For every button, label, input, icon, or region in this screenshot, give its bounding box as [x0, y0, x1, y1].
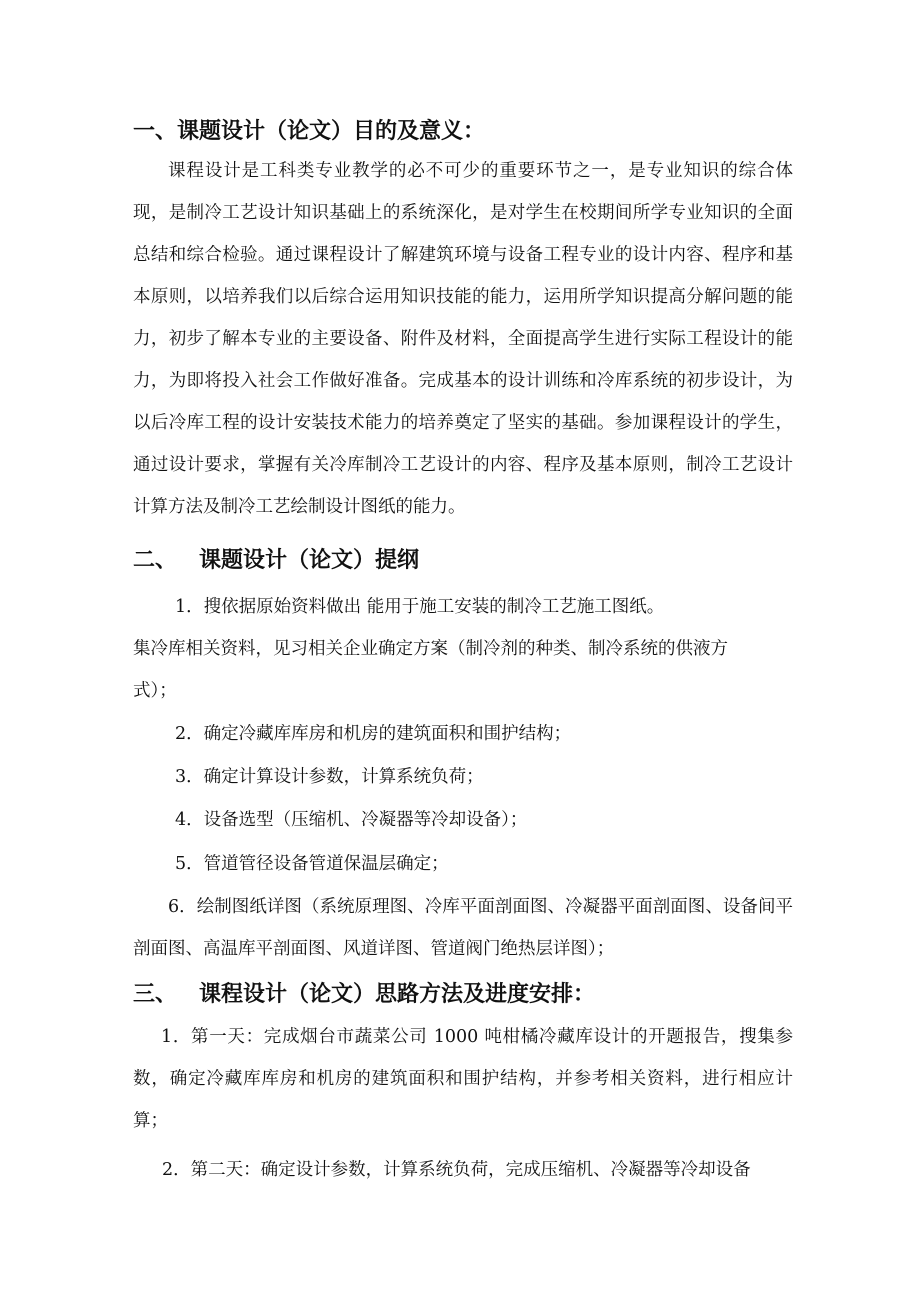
section1-heading: 一、课题设计（论文）目的及意义： — [133, 119, 486, 144]
schedule-item-1: 1．第一天：完成烟台市蔬菜公司 1000 吨柑橘冷藏库设计的开题报告，搜集参数，确定冷藏库库房和机房的建筑面积和围护结构，并参考相关资料，进行相应计算； — [133, 1027, 793, 1131]
section3-heading-number: 三、 — [133, 982, 178, 1007]
section3-heading-text: 课程设计（论文）思路方法及进度安排： — [199, 982, 596, 1007]
outline-item-2: 2．确定冷藏库库房和机房的建筑面积和围护结构； — [175, 724, 572, 744]
schedule-item-2: 2．第二天：确定设计参数，计算系统负荷，完成压缩机、冷凝器等冷却设备 — [162, 1160, 751, 1180]
section2-heading-text: 课题设计（论文）提纲 — [199, 548, 420, 573]
outline-item-5: 5．管道管径设备管道保温层确定； — [175, 854, 449, 874]
section2-heading-number: 二、 — [133, 548, 178, 573]
outline-item-1-line2: 集冷库相关资料，见习相关企业确定方案（制冷剂的种类、制冷系统的供液方 — [133, 639, 728, 659]
section1-paragraph: 课程设计是工科类专业教学的必不可少的重要环节之一，是专业知识的综合体现，是制冷工艺设计知识基础上的系统深化，是对学生在校期间所学专业知识的全面总结和综合检验。通过课程设计了解建筑环境与设备工程专业的设计内容、程序和基本原则，以培养我们以后综合运用知识技能的能力，运用所学知识提高分解问题的能力，初步了解本专业的主要设备、附件及材料，全面提高学生进行实际工程设计的能力，为即将投入社会工作做好准备。完成基本的设计训练和冷库系统的初步设计，为以后冷库工程的设计安装技术能力的培养奠定了坚实的基础。参加课程设计的学生，通过设计要求，掌握有关冷库制冷工艺设计的内容、程序及基本原则，制冷工艺设计计算方法及制冷工艺绘制设计图纸的能力。 — [133, 161, 793, 517]
section3-heading — [133, 980, 595, 1010]
section2-heading — [133, 546, 419, 576]
outline-item-4: 4．设备选型（压缩机、冷凝器等冷却设备）； — [175, 810, 528, 830]
outline-item-6: 6．绘制图纸详图（系统原理图、冷库平面剖面图、冷凝器平面剖面图、设备间平剖面图、高温库平剖面图、风道详图、管道阀门绝热层详图）； — [133, 897, 793, 959]
outline-item-3: 3．确定计算设计参数，计算系统负荷； — [175, 767, 484, 787]
outline-item-1-line3: 式）； — [133, 681, 177, 701]
outline-item-1-line1: 1．搜依据原始资料做出 能用于施工安装的制冷工艺施工图纸。 — [175, 597, 665, 617]
